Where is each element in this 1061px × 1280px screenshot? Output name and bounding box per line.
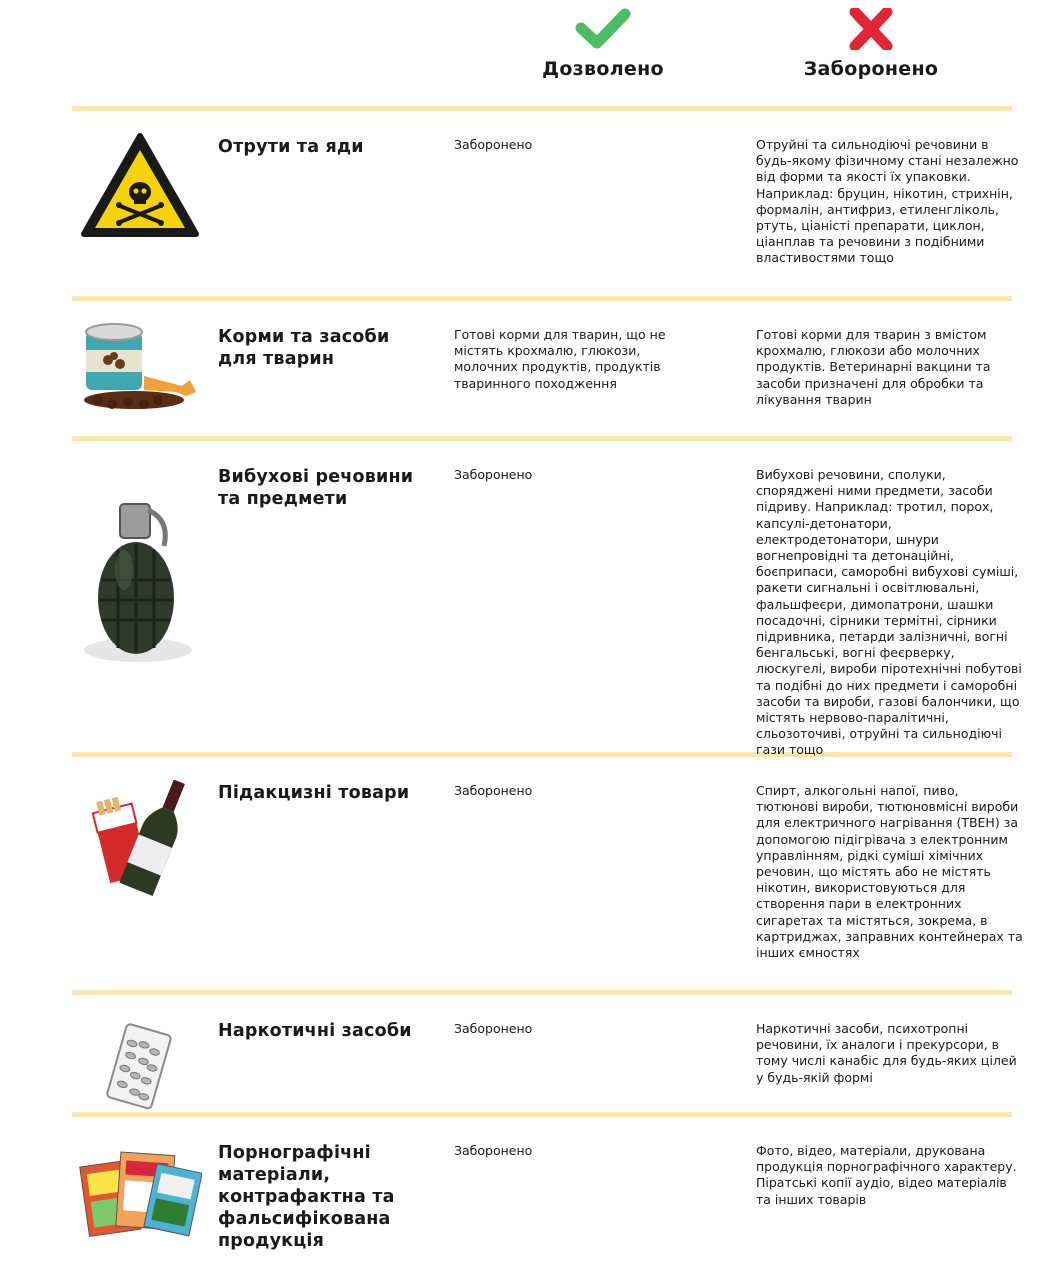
allowed-text: Готові корми для тварин, що не містять крохмалю, глюкози, молочних продуктів, продуктів тваринного походження [454,327,666,391]
category-title: Корми та засоби для тварин [218,327,390,369]
allowed-text: Заборонено [454,137,533,152]
row-separator [72,106,1012,111]
forbidden-text: Фото, відео, матеріали, друкована продукція порнографічного характеру. Піратські копії аудіо, відео матеріалів та інших товарів [756,1143,1017,1207]
forbidden-text: Готові корми для тварин з вмістом крохмалю, глюкози або молочних продуктів. Ветеринарні вакцини та засоби призначені для обробки та лікування тварин [756,327,991,407]
category-title: Отрути та яди [218,137,364,157]
poison-hazard-icon [78,130,202,242]
forbidden-text: Спирт, алкогольні напої, пиво, тютюнові вироби, тютюновмісні вироби для електричного нагрівання (ТВЕН) за допомогою підігрівача з електронним управлінням, рідкі суміші хімічних речовин, що містять або не містять нікотин, використовуються для створення пари в електронних сигаретах та містяться, зокрема, в картриджах, заправних контейнерах та інших ємностях [756,783,1023,961]
checkmark-icon [575,8,631,50]
allowed-text: Заборонено [454,1143,533,1158]
cross-icon [849,8,893,50]
row-separator [72,1112,1012,1117]
magazines-icon [78,1150,202,1240]
allowed-label: Дозволено [542,58,664,80]
forbidden-label: Заборонено [803,58,939,80]
pills-bag-icon [78,1022,202,1110]
forbidden-text: Наркотичні засоби, психотропні речовини, їх аналоги і прекурсори, в тому числі канабіс для будь-яких цілей у будь-якій формі [756,1021,1017,1085]
row-separator [72,990,1012,995]
row-separator [72,296,1012,301]
allowed-text: Заборонено [454,467,533,482]
column-header-forbidden [788,8,954,80]
category-title: Вибухові речовини та предмети [218,467,414,509]
grenade-icon [78,500,202,666]
category-title: Порнографічні матеріали, контрафактна та фальсифікована продукція [218,1143,395,1251]
forbidden-text: Вибухові речовини, сполуки, споряджені ними предмети, засоби підриву. Наприклад: тротил, порох, капсулі-детонатори, електродетонатори, шнури вогнепровідні та детонаційні, боєприпаси, саморобні вибухові суміші, ракети сигнальні і освітлювальні, фальшфеєри, димопатрони, шашки посадочні, сірники термітні, сірники підривника, петарди залізничні, вогні бенгальські, вогні феєрверку, люскугелі, вироби піротехнічні побутові та подібні до них предмети і саморобні засоби та вироби, газові балончики, що містять нервово-паралітичні, сльозоточиві, отруйні та сильнодіючі гази тощо [756,467,1022,758]
allowed-text: Заборонено [454,783,533,798]
category-title: Наркотичні засоби [218,1021,412,1041]
cigarettes-and-wine-icon [78,780,202,900]
row-separator [72,436,1012,441]
allowed-text: Заборонено [454,1021,533,1036]
category-title: Підакцизні товари [218,783,410,803]
pet-food-icon [78,320,202,412]
forbidden-text: Отруйні та сильнодіючі речовини в будь-якому фізичному стані незалежно від форми та якості їх упаковки. Наприклад: бруцин, нікотин, стрихнін, формалін, антифриз, етиленгліколь, ртуть, ціаністі препарати, циклон, ціанплав та речовини з подібними властивостями тощо [756,137,1019,266]
column-header-allowed [520,8,686,80]
